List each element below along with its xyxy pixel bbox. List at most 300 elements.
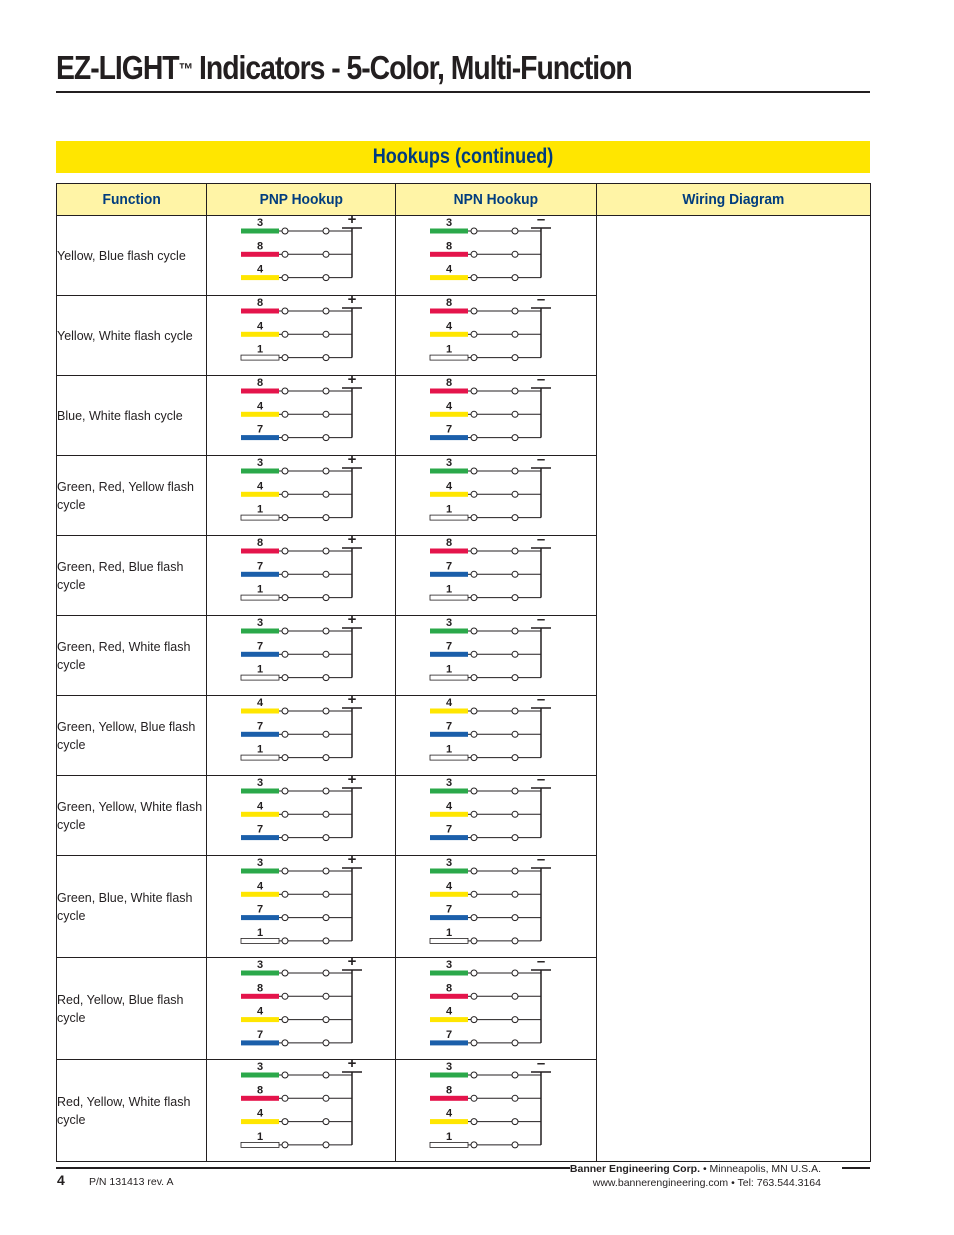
wire-segment: [241, 309, 279, 314]
wire-number-label: 4: [257, 320, 264, 333]
switch-terminal: [323, 331, 329, 337]
wire-number-label: 4: [446, 320, 453, 333]
wire-segment: [241, 515, 279, 520]
wire-number-label: 3: [257, 857, 264, 869]
wire-segment: [241, 412, 279, 417]
switch-terminal: [282, 228, 288, 234]
switch-terminal: [471, 993, 477, 999]
switch-terminal: [282, 755, 288, 761]
switch-terminal: [512, 331, 518, 337]
wire-segment: [241, 1142, 279, 1147]
title-main: EZ-LIGHT: [56, 49, 179, 86]
plus-sign-icon: +: [347, 776, 357, 788]
wire-number-label: 7: [257, 903, 264, 916]
wire-number-label: 1: [446, 503, 453, 516]
switch-terminal: [471, 308, 477, 314]
switch-terminal: [323, 355, 329, 361]
wire-segment: [430, 492, 468, 497]
pnp-wiring-diagram: [207, 456, 387, 535]
wire-number-label: 1: [446, 1130, 453, 1143]
wire-number-label: 7: [257, 640, 264, 653]
switch-terminal: [512, 811, 518, 817]
plus-sign-icon: +: [347, 696, 357, 708]
wire-segment: [241, 275, 279, 280]
wire-segment: [241, 1073, 279, 1078]
company-location: • Minneapolis, MN U.S.A.: [700, 1163, 821, 1175]
switch-terminal: [282, 993, 288, 999]
pnp-hookup-cell: [207, 856, 396, 958]
table-body: [57, 216, 871, 1162]
wire-segment: [241, 938, 279, 943]
switch-terminal: [323, 755, 329, 761]
wire-number-label: 7: [446, 423, 453, 436]
switch-terminal: [512, 1142, 518, 1148]
wire-segment: [241, 229, 279, 234]
footer-rule-right: [842, 1167, 870, 1169]
switch-terminal: [282, 388, 288, 394]
wire-segment: [241, 252, 279, 257]
table-row: [57, 216, 871, 296]
switch-terminal: [323, 868, 329, 874]
switch-terminal: [323, 788, 329, 794]
wire-number-label: 4: [446, 880, 453, 893]
wire-segment: [430, 938, 468, 943]
npn-wiring-diagram: [396, 536, 576, 615]
wire-segment: [430, 789, 468, 794]
switch-terminal: [512, 388, 518, 394]
wire-number-label: 4: [257, 400, 264, 413]
switch-terminal: [471, 731, 477, 737]
switch-terminal: [282, 468, 288, 474]
switch-terminal: [512, 468, 518, 474]
switch-terminal: [471, 1072, 477, 1078]
wire-number-label: 8: [446, 297, 453, 309]
wire-segment: [430, 1096, 468, 1101]
switch-terminal: [282, 515, 288, 521]
switch-terminal: [282, 1040, 288, 1046]
wire-number-label: 3: [446, 959, 453, 971]
wire-segment: [430, 652, 468, 657]
wire-number-label: 7: [257, 1028, 264, 1041]
wire-segment: [241, 915, 279, 920]
switch-terminal: [471, 675, 477, 681]
wire-number-label: 7: [257, 823, 264, 836]
switch-terminal: [323, 891, 329, 897]
pnp-hookup-cell: [207, 1060, 396, 1162]
switch-terminal: [323, 731, 329, 737]
wire-number-label: 4: [257, 697, 264, 709]
switch-terminal: [282, 868, 288, 874]
wire-segment: [430, 892, 468, 897]
pnp-hookup-cell: [207, 456, 396, 536]
minus-sign-icon: –: [536, 376, 546, 388]
switch-terminal: [471, 435, 477, 441]
npn-wiring-diagram: [396, 696, 576, 775]
company-info: [570, 1162, 821, 1190]
pnp-wiring-diagram: [207, 776, 387, 855]
switch-terminal: [471, 1040, 477, 1046]
switch-terminal: [471, 868, 477, 874]
switch-terminal: [471, 595, 477, 601]
wire-number-label: 3: [446, 457, 453, 469]
pnp-hookup-cell: [207, 616, 396, 696]
switch-terminal: [512, 411, 518, 417]
switch-terminal: [282, 435, 288, 441]
wire-segment: [430, 971, 468, 976]
wire-number-label: 4: [446, 400, 453, 413]
switch-terminal: [471, 468, 477, 474]
switch-terminal: [282, 571, 288, 577]
wire-number-label: 4: [257, 480, 264, 493]
switch-terminal: [282, 811, 288, 817]
wire-segment: [241, 732, 279, 737]
wire-number-label: 3: [257, 777, 264, 789]
minus-sign-icon: –: [536, 296, 546, 308]
wire-number-label: 7: [257, 423, 264, 436]
switch-terminal: [512, 1095, 518, 1101]
function-cell: Red, Yellow, Blue flash cycle: [57, 958, 207, 1060]
switch-terminal: [512, 1119, 518, 1125]
wire-number-label: 7: [446, 903, 453, 916]
plus-sign-icon: +: [347, 376, 357, 388]
function-cell: Green, Red, Blue flash cycle: [57, 536, 207, 616]
switch-terminal: [282, 628, 288, 634]
switch-terminal: [471, 331, 477, 337]
wire-number-label: 3: [446, 217, 453, 229]
switch-terminal: [282, 308, 288, 314]
wire-segment: [241, 469, 279, 474]
wire-number-label: 7: [446, 1028, 453, 1041]
wire-number-label: 1: [446, 926, 453, 939]
wire-number-label: 4: [446, 480, 453, 493]
minus-sign-icon: –: [536, 776, 546, 788]
wire-segment: [430, 915, 468, 920]
npn-wiring-diagram: [396, 216, 576, 295]
switch-terminal: [471, 938, 477, 944]
pnp-hookup-cell: [207, 216, 396, 296]
switch-terminal: [471, 708, 477, 714]
pnp-wiring-diagram: [207, 1060, 387, 1161]
switch-terminal: [282, 275, 288, 281]
wire-number-label: 8: [446, 537, 453, 549]
wire-segment: [241, 1096, 279, 1101]
switch-terminal: [323, 388, 329, 394]
switch-terminal: [512, 1072, 518, 1078]
switch-terminal: [282, 938, 288, 944]
npn-hookup-cell: [396, 958, 597, 1060]
wire-segment: [241, 755, 279, 760]
switch-terminal: [471, 275, 477, 281]
wire-segment: [241, 709, 279, 714]
pnp-wiring-diagram: [207, 376, 387, 455]
wire-number-label: 3: [446, 1061, 453, 1073]
switch-terminal: [512, 628, 518, 634]
wire-number-label: 8: [257, 537, 264, 549]
switch-terminal: [512, 970, 518, 976]
switch-terminal: [323, 435, 329, 441]
wire-number-label: 7: [257, 560, 264, 573]
wire-segment: [430, 709, 468, 714]
title-divider: [56, 91, 870, 93]
switch-terminal: [471, 228, 477, 234]
switch-terminal: [282, 1119, 288, 1125]
wire-number-label: 8: [446, 240, 453, 253]
switch-terminal: [471, 355, 477, 361]
switch-terminal: [282, 731, 288, 737]
plus-sign-icon: +: [347, 536, 357, 548]
wire-number-label: 8: [446, 377, 453, 389]
switch-terminal: [323, 811, 329, 817]
wire-segment: [241, 892, 279, 897]
minus-sign-icon: –: [536, 856, 546, 868]
page-number: 4: [57, 1172, 65, 1188]
switch-terminal: [512, 228, 518, 234]
npn-hookup-cell: [396, 776, 597, 856]
switch-terminal: [512, 835, 518, 841]
wire-number-label: 4: [257, 880, 264, 893]
wire-segment: [241, 435, 279, 440]
switch-terminal: [512, 1040, 518, 1046]
wire-segment: [241, 629, 279, 634]
wire-segment: [241, 994, 279, 999]
switch-terminal: [512, 731, 518, 737]
wire-number-label: 3: [257, 457, 264, 469]
wiring-diagram-cell: [597, 216, 871, 1162]
pnp-wiring-diagram: [207, 216, 387, 295]
switch-terminal: [282, 915, 288, 921]
switch-terminal: [282, 251, 288, 257]
function-cell: Yellow, White flash cycle: [57, 296, 207, 376]
wire-number-label: 1: [257, 743, 264, 756]
switch-terminal: [471, 1119, 477, 1125]
wire-number-label: 1: [446, 663, 453, 676]
wire-segment: [430, 869, 468, 874]
wire-segment: [241, 355, 279, 360]
wire-segment: [430, 229, 468, 234]
wire-segment: [430, 675, 468, 680]
wire-segment: [241, 332, 279, 337]
wire-number-label: 3: [257, 959, 264, 971]
switch-terminal: [512, 891, 518, 897]
switch-terminal: [282, 835, 288, 841]
wire-segment: [241, 1119, 279, 1124]
wire-number-label: 1: [446, 583, 453, 596]
wire-number-label: 4: [446, 263, 453, 276]
switch-terminal: [471, 548, 477, 554]
switch-terminal: [471, 628, 477, 634]
npn-hookup-cell: [396, 696, 597, 776]
wire-number-label: 4: [257, 1107, 264, 1120]
switch-terminal: [323, 1072, 329, 1078]
pnp-hookup-cell: [207, 958, 396, 1060]
switch-terminal: [512, 938, 518, 944]
wire-segment: [241, 869, 279, 874]
switch-terminal: [512, 1017, 518, 1023]
npn-hookup-cell: [396, 856, 597, 958]
wire-segment: [241, 652, 279, 657]
switch-terminal: [512, 355, 518, 361]
pnp-wiring-diagram: [207, 296, 387, 375]
wire-segment: [241, 389, 279, 394]
table-header-row: [57, 184, 871, 216]
switch-terminal: [323, 491, 329, 497]
pnp-hookup-cell: [207, 696, 396, 776]
wire-segment: [430, 1040, 468, 1045]
switch-terminal: [512, 308, 518, 314]
function-cell: Yellow, Blue flash cycle: [57, 216, 207, 296]
wire-number-label: 7: [446, 560, 453, 573]
switch-terminal: [471, 970, 477, 976]
wire-segment: [430, 835, 468, 840]
switch-terminal: [471, 891, 477, 897]
switch-terminal: [471, 915, 477, 921]
wire-number-label: 3: [257, 217, 264, 229]
switch-terminal: [323, 571, 329, 577]
wire-number-label: 8: [257, 377, 264, 389]
function-cell: Green, Red, Yellow flash cycle: [57, 456, 207, 536]
wire-number-label: 8: [446, 982, 453, 995]
wire-number-label: 3: [446, 777, 453, 789]
switch-terminal: [282, 708, 288, 714]
switch-terminal: [323, 651, 329, 657]
wire-number-label: 1: [257, 503, 264, 516]
switch-terminal: [323, 708, 329, 714]
wire-segment: [241, 1040, 279, 1045]
pnp-wiring-diagram: [207, 616, 387, 695]
npn-hookup-cell: [396, 216, 597, 296]
pnp-wiring-diagram: [207, 958, 387, 1059]
switch-terminal: [512, 275, 518, 281]
wire-segment: [430, 515, 468, 520]
switch-terminal: [471, 811, 477, 817]
wire-segment: [430, 252, 468, 257]
wire-segment: [430, 389, 468, 394]
switch-terminal: [512, 868, 518, 874]
switch-terminal: [471, 515, 477, 521]
switch-terminal: [471, 251, 477, 257]
wire-number-label: 1: [257, 663, 264, 676]
function-cell: Green, Yellow, White flash cycle: [57, 776, 207, 856]
pnp-wiring-diagram: [207, 856, 387, 957]
npn-hookup-cell: [396, 296, 597, 376]
header-pnp-hookup: PNP Hookup: [207, 184, 396, 216]
company-contact: www.bannerengineering.com • Tel: 763.544.3164: [592, 1177, 821, 1189]
wire-segment: [241, 675, 279, 680]
wire-segment: [430, 1119, 468, 1124]
switch-terminal: [323, 1095, 329, 1101]
switch-terminal: [512, 571, 518, 577]
wire-number-label: 1: [257, 583, 264, 596]
switch-terminal: [512, 675, 518, 681]
switch-terminal: [471, 651, 477, 657]
title-rest: Indicators - 5-Color, Multi-Function: [192, 49, 632, 86]
plus-sign-icon: +: [347, 456, 357, 468]
minus-sign-icon: –: [536, 456, 546, 468]
switch-terminal: [512, 755, 518, 761]
switch-terminal: [282, 1072, 288, 1078]
npn-wiring-diagram: [396, 456, 576, 535]
wire-segment: [241, 835, 279, 840]
wire-number-label: 8: [257, 297, 264, 309]
pnp-hookup-cell: [207, 376, 396, 456]
wire-number-label: 7: [257, 720, 264, 733]
npn-wiring-diagram: [396, 616, 576, 695]
wire-segment: [430, 755, 468, 760]
wire-segment: [241, 595, 279, 600]
wire-number-label: 3: [446, 857, 453, 869]
switch-terminal: [512, 708, 518, 714]
minus-sign-icon: –: [536, 696, 546, 708]
page-title: [56, 48, 632, 88]
header-wiring-diagram: Wiring Diagram: [597, 184, 871, 216]
trademark-symbol: ™: [178, 60, 193, 79]
function-cell: Red, Yellow, White flash cycle: [57, 1060, 207, 1162]
wire-number-label: 3: [257, 617, 264, 629]
switch-terminal: [323, 1040, 329, 1046]
wire-segment: [241, 492, 279, 497]
switch-terminal: [282, 675, 288, 681]
wire-segment: [241, 812, 279, 817]
wire-number-label: 3: [257, 1061, 264, 1073]
switch-terminal: [282, 595, 288, 601]
switch-terminal: [323, 308, 329, 314]
wire-segment: [430, 309, 468, 314]
pnp-wiring-diagram: [207, 696, 387, 775]
function-cell: Green, Blue, White flash cycle: [57, 856, 207, 958]
npn-wiring-diagram: [396, 296, 576, 375]
wire-segment: [241, 549, 279, 554]
wire-number-label: 4: [446, 697, 453, 709]
switch-terminal: [282, 331, 288, 337]
wire-segment: [430, 275, 468, 280]
minus-sign-icon: –: [536, 536, 546, 548]
switch-terminal: [471, 835, 477, 841]
pnp-hookup-cell: [207, 776, 396, 856]
header-function: Function: [57, 184, 207, 216]
wire-number-label: 4: [446, 1107, 453, 1120]
npn-hookup-cell: [396, 616, 597, 696]
plus-sign-icon: +: [347, 616, 357, 628]
switch-terminal: [471, 1095, 477, 1101]
switch-terminal: [471, 388, 477, 394]
wire-number-label: 7: [446, 720, 453, 733]
switch-terminal: [282, 491, 288, 497]
wire-number-label: 4: [446, 800, 453, 813]
wire-number-label: 4: [446, 1005, 453, 1018]
switch-terminal: [282, 788, 288, 794]
switch-terminal: [471, 491, 477, 497]
function-cell: Green, Yellow, Blue flash cycle: [57, 696, 207, 776]
minus-sign-icon: –: [536, 958, 546, 970]
wire-number-label: 8: [257, 240, 264, 253]
switch-terminal: [282, 651, 288, 657]
wire-segment: [430, 595, 468, 600]
switch-terminal: [323, 251, 329, 257]
wire-number-label: 8: [257, 982, 264, 995]
switch-terminal: [323, 515, 329, 521]
switch-terminal: [282, 548, 288, 554]
switch-terminal: [323, 915, 329, 921]
plus-sign-icon: +: [347, 296, 357, 308]
switch-terminal: [512, 595, 518, 601]
switch-terminal: [323, 1017, 329, 1023]
wire-segment: [430, 1017, 468, 1022]
wire-number-label: 8: [257, 1084, 264, 1097]
switch-terminal: [282, 891, 288, 897]
switch-terminal: [323, 468, 329, 474]
switch-terminal: [323, 835, 329, 841]
header-npn-hookup: NPN Hookup: [396, 184, 597, 216]
